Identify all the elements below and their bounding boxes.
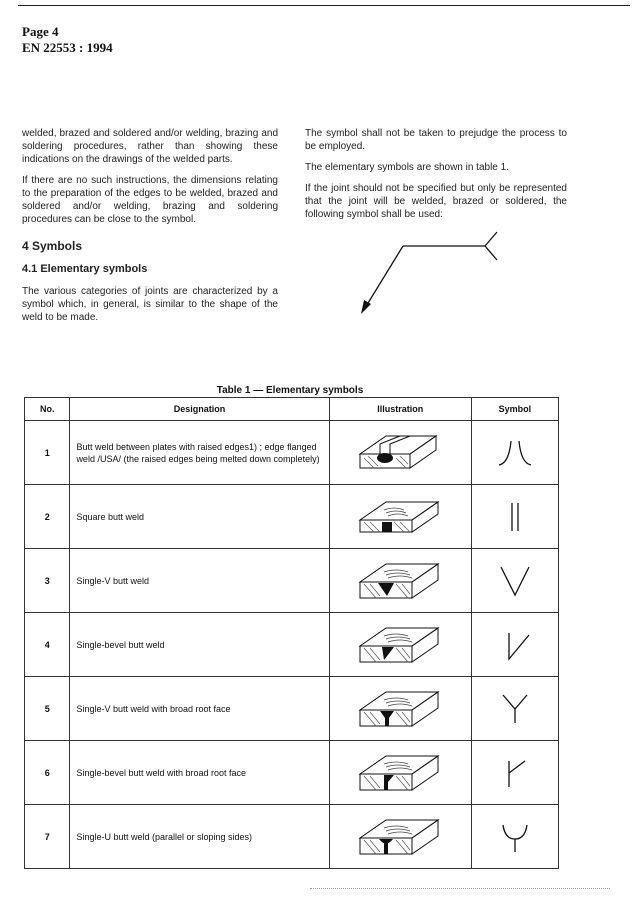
row-designation: Single-U butt weld (parallel or sloping sides) xyxy=(70,805,329,869)
left-paragraph-3: The various categories of joints are characterized by a symbol which, in general, is similar to the shape of the weld to be made. xyxy=(22,286,278,323)
top-rule xyxy=(18,5,630,6)
table-row xyxy=(25,549,559,613)
table-caption: Table 1 — Elementary symbols xyxy=(216,385,364,396)
right-paragraph-2: The elementary symbols are shown in table 1. xyxy=(305,162,509,173)
table-row xyxy=(25,805,559,869)
row-designation: Single-V butt weld with broad root face xyxy=(70,677,329,741)
standard-number: EN 22553 : 1994 xyxy=(22,40,113,55)
row-designation: Single-bevel butt weld with broad root face xyxy=(70,741,329,805)
row-designation: Single-V butt weld xyxy=(70,549,329,613)
single-bevel-symbol-icon xyxy=(471,613,558,677)
table-row xyxy=(25,741,559,805)
row-number: 1 xyxy=(25,421,70,485)
weld-illustration-icon xyxy=(329,613,471,677)
row-number: 7 xyxy=(25,805,70,869)
row-number: 4 xyxy=(25,613,70,677)
row-designation: Square butt weld xyxy=(70,485,329,549)
single-bevel-broad-root-symbol-icon xyxy=(471,741,558,805)
header-illustration: Illustration xyxy=(329,398,471,421)
right-column xyxy=(305,127,567,229)
header-symbol: Symbol xyxy=(471,398,558,421)
page-header xyxy=(22,24,113,56)
table-header-row xyxy=(25,398,559,421)
header-no: No. xyxy=(25,398,70,421)
single-v-symbol-icon xyxy=(471,549,558,613)
table-row xyxy=(25,613,559,677)
header-designation: Designation xyxy=(70,398,329,421)
row-designation: Butt weld between plates with raised edges1) ; edge flanged weld /USA/ (the raised edges being melted down completely) xyxy=(70,421,329,485)
weld-illustration-icon xyxy=(329,549,471,613)
table-row xyxy=(25,677,559,741)
elementary-symbols-table xyxy=(24,397,559,869)
table-row xyxy=(25,421,559,485)
row-number: 6 xyxy=(25,741,70,805)
footer-dotted-line xyxy=(310,888,610,889)
row-number: 3 xyxy=(25,549,70,613)
row-number: 5 xyxy=(25,677,70,741)
subsection-heading: 4.1 Elementary symbols xyxy=(22,263,148,275)
left-paragraph-1: welded, brazed and soldered and/or welding, brazing and soldering procedures, rather than showing these indications on the drawings of the welded parts. xyxy=(22,128,278,165)
single-v-broad-root-symbol-icon xyxy=(471,677,558,741)
square-butt-symbol-icon xyxy=(471,485,558,549)
row-number: 2 xyxy=(25,485,70,549)
section-heading: 4 Symbols xyxy=(22,239,83,253)
page-number: Page 4 xyxy=(22,24,59,39)
weld-illustration-icon xyxy=(329,805,471,869)
weld-illustration-icon xyxy=(329,741,471,805)
raised-edge-butt-symbol-icon xyxy=(471,421,558,485)
left-column xyxy=(22,127,278,332)
single-u-symbol-icon xyxy=(471,805,558,869)
weld-illustration-icon xyxy=(329,677,471,741)
left-paragraph-2: If there are no such instructions, the dimensions relating to the preparation of the edges to be welded, brazed and soldered and/or welding, brazing and soldering procedures can be close to the symbol. xyxy=(22,175,278,225)
row-designation: Single-bevel butt weld xyxy=(70,613,329,677)
basic-weld-symbol-arrow-icon xyxy=(355,228,505,318)
table-row xyxy=(25,485,559,549)
weld-illustration-icon xyxy=(329,485,471,549)
right-paragraph-1: The symbol shall not be taken to prejudge the process to be employed. xyxy=(305,128,567,152)
weld-illustration-icon xyxy=(329,421,471,485)
right-paragraph-3: If the joint should not be specified but only be represented that the joint will be welded, brazed or soldered, the following symbol shall be used: xyxy=(305,183,567,220)
